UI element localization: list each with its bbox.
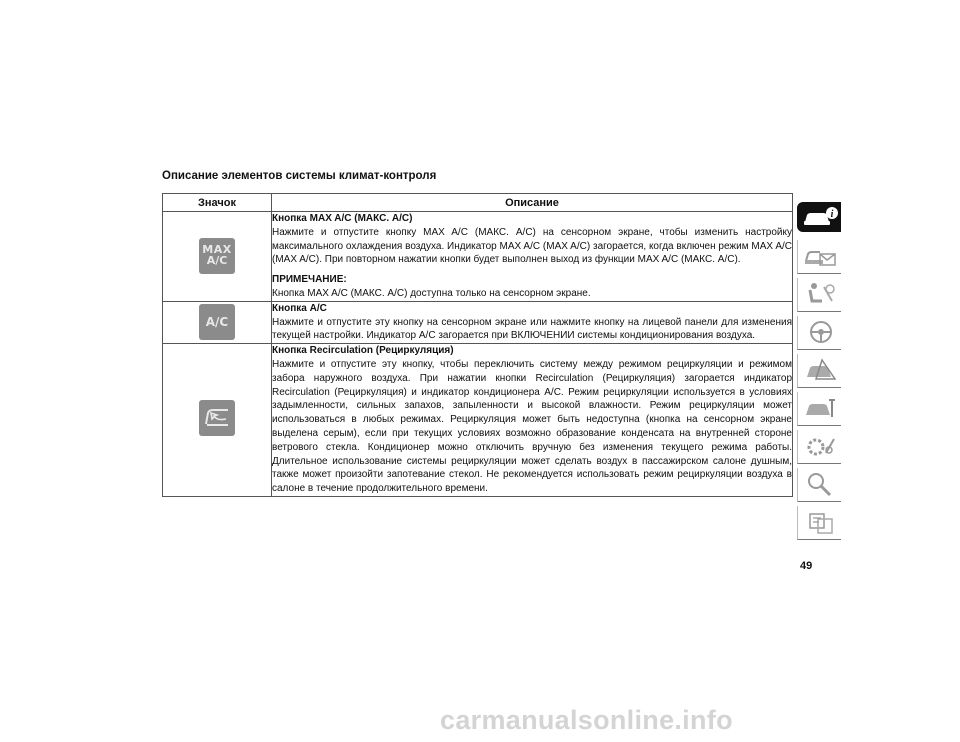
recirculation-icon bbox=[199, 400, 235, 436]
steering-wheel-icon bbox=[802, 319, 840, 345]
tab-steering[interactable] bbox=[797, 316, 841, 350]
max-ac-icon-line2: A/C bbox=[206, 254, 228, 268]
tab-tools[interactable] bbox=[797, 430, 841, 464]
row-text: Нажмите и отпустите эту кнопку, чтобы переключить систему между режимом рециркуляции и режимом забора наружного воздуха. При нажатии кнопки Recirculation (Рециркуляция) загорается индикатор Recirculation (Рециркуляция) и индикатор кондиционера A/C. Режим рециркуляции используется в условиях задымленности, сильных запахов, запыленности и высокой влажности. Режим рециркуляции может использоваться в любых режимах. Рециркуляция может быть недоступна (кнопка на сенсорном экране выделена серым), если при текущих условиях возможно образование конденсата на внутренней стороне ветрового стекла. Кондиционер можно отключить вручную без изменения текущего режима работы. Длительное использование системы рециркуляции может сделать воздух в пассажирском салоне душным, также может произойти запотевание стекол. Не рекомендуется использовать режим рециркуляции воздуха в салоне в течение продолжительного времени. bbox=[272, 358, 792, 495]
row-heading: Кнопка MAX A/C (МАКС. A/C) bbox=[272, 213, 413, 224]
max-ac-icon bbox=[199, 238, 235, 274]
car-service-icon bbox=[802, 395, 840, 421]
note-heading: ПРИМЕЧАНИЕ: bbox=[272, 274, 347, 286]
icon-cell bbox=[163, 344, 272, 497]
table-row bbox=[163, 344, 793, 497]
icon-cell bbox=[163, 212, 272, 302]
table-header-row bbox=[163, 194, 793, 212]
car-emergency-icon bbox=[802, 357, 840, 383]
language-index-icon bbox=[802, 509, 840, 535]
climate-controls-table bbox=[162, 193, 793, 497]
column-header-icon: Значок bbox=[163, 194, 272, 212]
tab-car-emergency[interactable] bbox=[797, 354, 841, 388]
row-heading: Кнопка A/C bbox=[272, 302, 327, 314]
watermark: carmanualsonline.info bbox=[440, 705, 733, 735]
table-row bbox=[163, 212, 793, 302]
note-text: Кнопка MAX A/C (МАКС. A/C) доступна только на сенсорном экране. bbox=[272, 287, 591, 299]
tab-car-info[interactable] bbox=[797, 202, 841, 232]
tab-car-message[interactable] bbox=[797, 240, 841, 274]
tab-seat-safety[interactable] bbox=[797, 278, 841, 312]
page-number: 49 bbox=[800, 560, 813, 572]
description-cell bbox=[272, 301, 793, 343]
table-row bbox=[163, 301, 793, 343]
search-magnifier-icon bbox=[802, 471, 840, 497]
max-ac-icon-line1: MAX bbox=[202, 243, 232, 257]
car-message-icon bbox=[802, 243, 840, 269]
svg-text:i: i bbox=[830, 209, 834, 220]
column-header-description: Описание bbox=[272, 194, 793, 212]
row-text: Нажмите и отпустите эту кнопку на сенсорном экране или нажмите кнопку на лицевой панели для изменения текущей настройки. Индикатор A/C загорается при ВКЛЮЧЕНИИ системы кондиционирования воздуха. bbox=[272, 316, 792, 342]
chapter-tabs bbox=[797, 202, 841, 544]
description-cell bbox=[272, 212, 793, 302]
icon-cell bbox=[163, 301, 272, 343]
description-cell bbox=[272, 344, 793, 497]
section-title: Описание элементов системы климат-контроля bbox=[162, 170, 437, 182]
seat-safety-icon bbox=[802, 281, 840, 307]
car-info-icon bbox=[801, 205, 839, 229]
tab-language-index[interactable] bbox=[797, 506, 841, 540]
tools-gear-icon bbox=[802, 433, 840, 459]
row-heading: Кнопка Recirculation (Рециркуляция) bbox=[272, 345, 454, 357]
row-text: Нажмите и отпустите кнопку MAX A/C (МАКС. A/C) на сенсорном экране, чтобы изменить настройку максимального охлаждения воздуха. Индикатор MAX A/C (MAX A/C) загорается, когда включен режим MAX A/C (MAX A/C). При повторном нажатии кнопки будет выполнен выход из функции MAX A/C (МАКС. A/C). bbox=[272, 226, 792, 266]
ac-icon: A/C bbox=[199, 304, 235, 340]
tab-search[interactable] bbox=[797, 468, 841, 502]
tab-car-service[interactable] bbox=[797, 392, 841, 426]
